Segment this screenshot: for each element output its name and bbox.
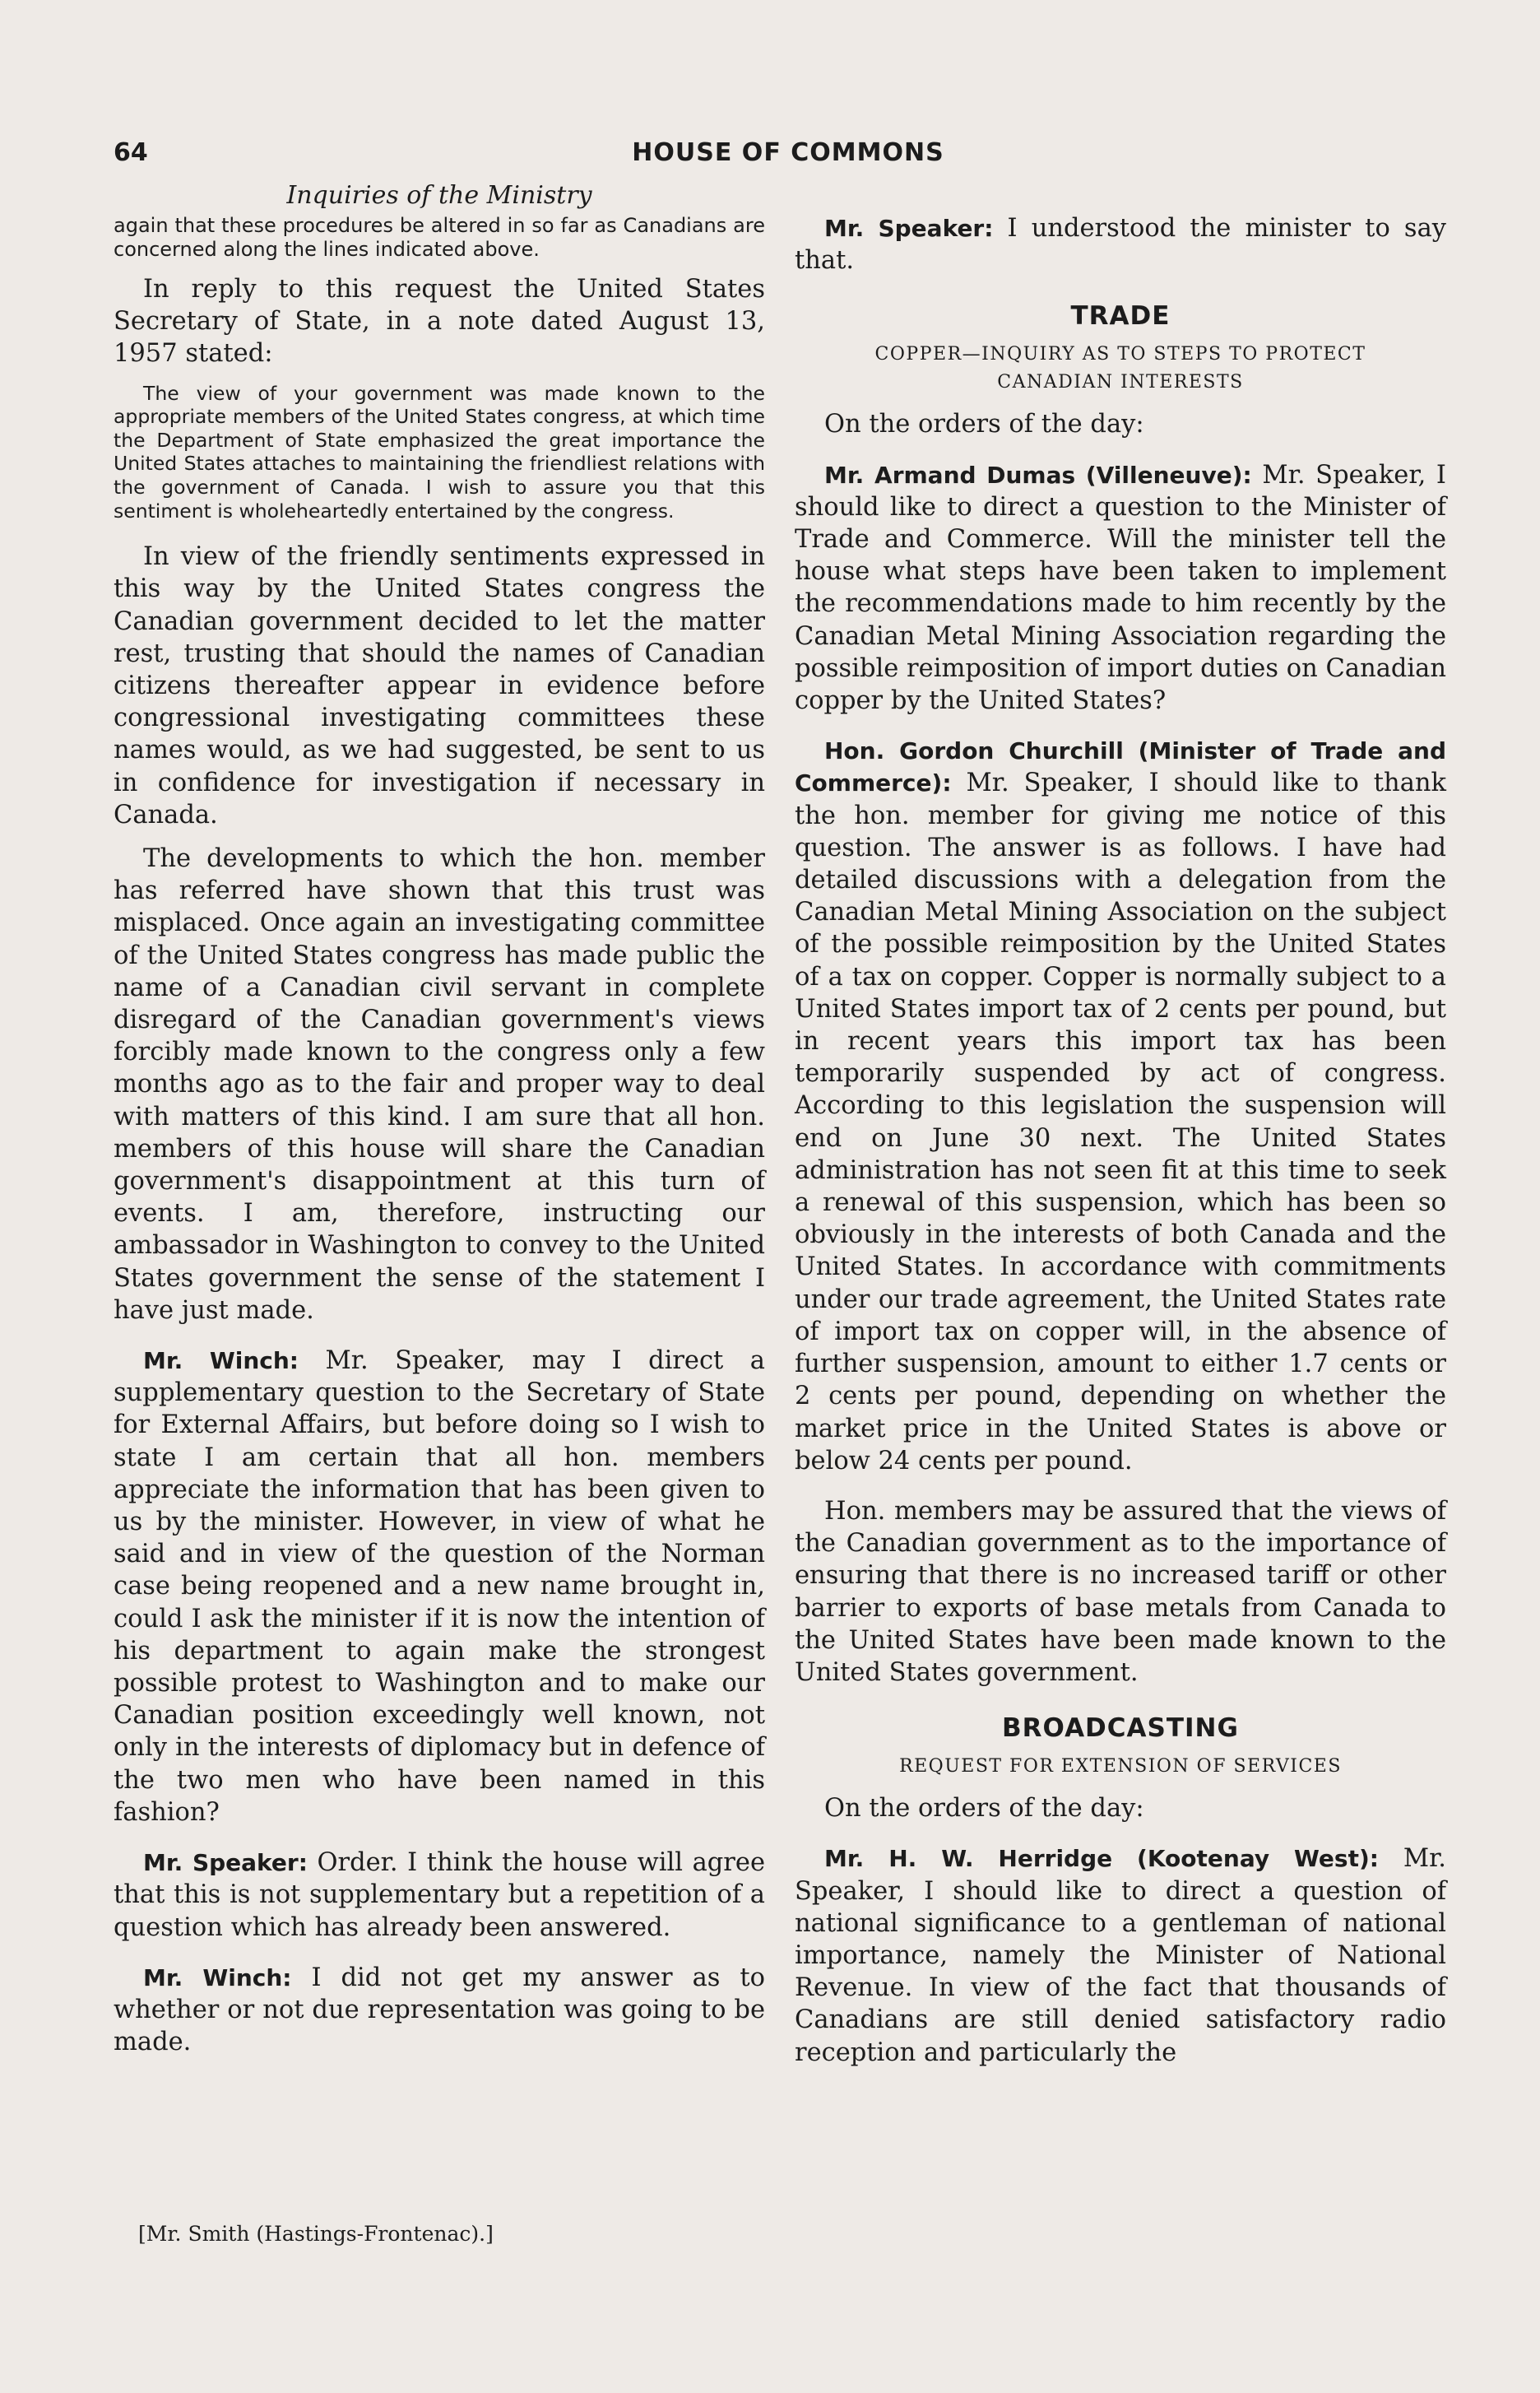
subheading-copper-line1: COPPER—INQUIRY AS TO STEPS TO PROTECT: [874, 344, 1366, 365]
speaker-name: Mr. Speaker:: [824, 215, 994, 242]
statement-winch-1: [114, 1345, 765, 1828]
statement-text: Mr. Speaker, I should like to direct a question to the Minister of Trade and Commerce. Will the minister tell the house what steps have been taken to implement the recommendations made to him recently by the Canadian Metal Mining Association regarding the possible reimposition of import duties on Canadian copper by the United States?: [795, 460, 1446, 716]
statement-text: Mr. Speaker, may I direct a supplementary question to the Secretary of State for External Affairs, but before doing so I wish to state I am certain that all hon. members appreciate the information that has been given to us by the minister. However, in view of what he said and in view of the question of the Norman case being reopened and a new name brought in, could I ask the minister if it is now the intention of his department to again make the strongest possible protest to Washington and to make our Canadian position exceedingly well known, not only in the interests of diplomacy but in defence of the two men who have been named in this fashion?: [114, 1346, 765, 1827]
left-column: [114, 181, 765, 2058]
paragraph-developments: The developments to which the hon. member has referred have shown that this trust was misplaced. Once again an investigating committee of the United States congress has made public the name of a Canadian civil servant in complete disregard of the Canadian government's views forcibly made known to the congress only a few months ago as to the fair and proper way to deal with matters of this kind. I am sure that all hon. members of this house will share the Canadian government's disappointment at this turn of events. I am, therefore, instructing our ambassador in Washington to convey to the United States government the sense of the statement I have just made.: [114, 844, 765, 1325]
statement-text: I did not get my answer as to whether or not due representation was going to be made.: [114, 1963, 765, 2057]
quoted-note: The view of your government was made known to the appropriate members of the United States congress, at which time the Department of State emphasized the great importance the United States attaches to maintaining the friendliest relations with the government of Canada. I wish to assure you that this sentiment is wholeheartedly entertained by the congress.: [114, 381, 765, 523]
right-column: [795, 212, 1446, 2069]
page-title: HOUSE OF COMMONS: [632, 138, 944, 167]
statement-text: Order. I think the house will agree that this is not supplementary but a repetition of a question which has already been answered.: [114, 1848, 765, 1942]
speaker-name: Mr. Winch:: [143, 1963, 292, 1991]
speaker-name: Hon. Gordon Churchill (Minister of Trade and Commerce):: [795, 737, 1446, 797]
statement-dumas: [795, 459, 1446, 718]
speaker-name: Mr. Speaker:: [143, 1849, 308, 1877]
page-number: 64: [114, 138, 148, 167]
section-heading-trade: TRADE: [1070, 301, 1171, 332]
statement-text: Mr. Speaker, I should like to direct a question of national significance to a gentleman of national importance, namely the Minister of National Revenue. In view of the fact that thousands of Canadians are still denied satisfactory radio reception and particularly the: [795, 1844, 1446, 2067]
paragraph-reply: In reply to this request the United States Secretary of State, in a note dated August 13, 1957 stated:: [114, 275, 765, 369]
running-head: Inquiries of the Ministry: [286, 181, 592, 210]
statement-text: Mr. Speaker, I should like to thank the hon. member for giving me notice of this question. The answer is as follows. I have had detailed discussions with a delegation from the Canadian Metal Mining Association on the subject of the possible reimposition by the United States of a tax on copper. Copper is normally subject to a United States import tax of 2 cents per pound, but in recent years this import tax has been temporarily suspended by act of congress. According to this legislation the suspension will end on June 30 next. The United States administration has not seen fit at this time to seek a renewal of this suspension, which has been so obviously in the interests of both Canada and the United States. In accordance with commitments under our trade agreement, the United States rate of import tax on copper will, in the absence of further suspension, amount to either 1.7 cents or 2 cents per pound, depending on whether the market price in the United States is above or below 24 cents per pound.: [795, 769, 1446, 1475]
orders-of-day: On the orders of the day:: [824, 1794, 1144, 1824]
subheading-extension: REQUEST FOR EXTENSION OF SERVICES: [899, 1756, 1342, 1777]
statement-winch-2: [114, 1962, 765, 2059]
speaker-name: Mr. Winch:: [143, 1347, 299, 1375]
statement-herridge: [795, 1842, 1446, 2068]
statement-text: I understood the minister to say that.: [795, 214, 1446, 276]
paragraph-continuation: again that these procedures be altered in so far as Canadians are concerned along the lines indicated above.: [114, 214, 765, 261]
statement-speaker-1: [114, 1847, 765, 1944]
subheading-copper-line2: CANADIAN INTERESTS: [997, 372, 1244, 393]
speaker-name: Mr. H. W. Herridge (Kootenay West):: [824, 1845, 1379, 1873]
speaker-name: Mr. Armand Dumas (Villeneuve):: [824, 461, 1252, 489]
page-header: [114, 138, 1463, 171]
statement-speaker-2: [795, 212, 1446, 276]
paragraph-hon-members: Hon. members may be assured that the views of the Canadian government as to the importance of ensuring that there is no increased tariff or other barrier to exports of base metals from Canada to the United States have been made known to the United States government.: [795, 1496, 1446, 1687]
footer-reference: [Mr. Smith (Hastings-Frontenac).]: [138, 2222, 494, 2246]
orders-of-day: On the orders of the day:: [824, 410, 1144, 439]
statement-churchill: [795, 735, 1446, 1477]
paragraph-friendly-sentiments: In view of the friendly sentiments expressed in this way by the United States congress the Canadian government decided to let the matter rest, trusting that should the names of Canadian citizens thereafter appear in evidence before congressional investigating committees these names would, as we had suggested, be sent to us in confidence for investigation if necessary in Canada.: [114, 542, 765, 829]
section-heading-broadcasting: BROADCASTING: [1002, 1713, 1239, 1744]
